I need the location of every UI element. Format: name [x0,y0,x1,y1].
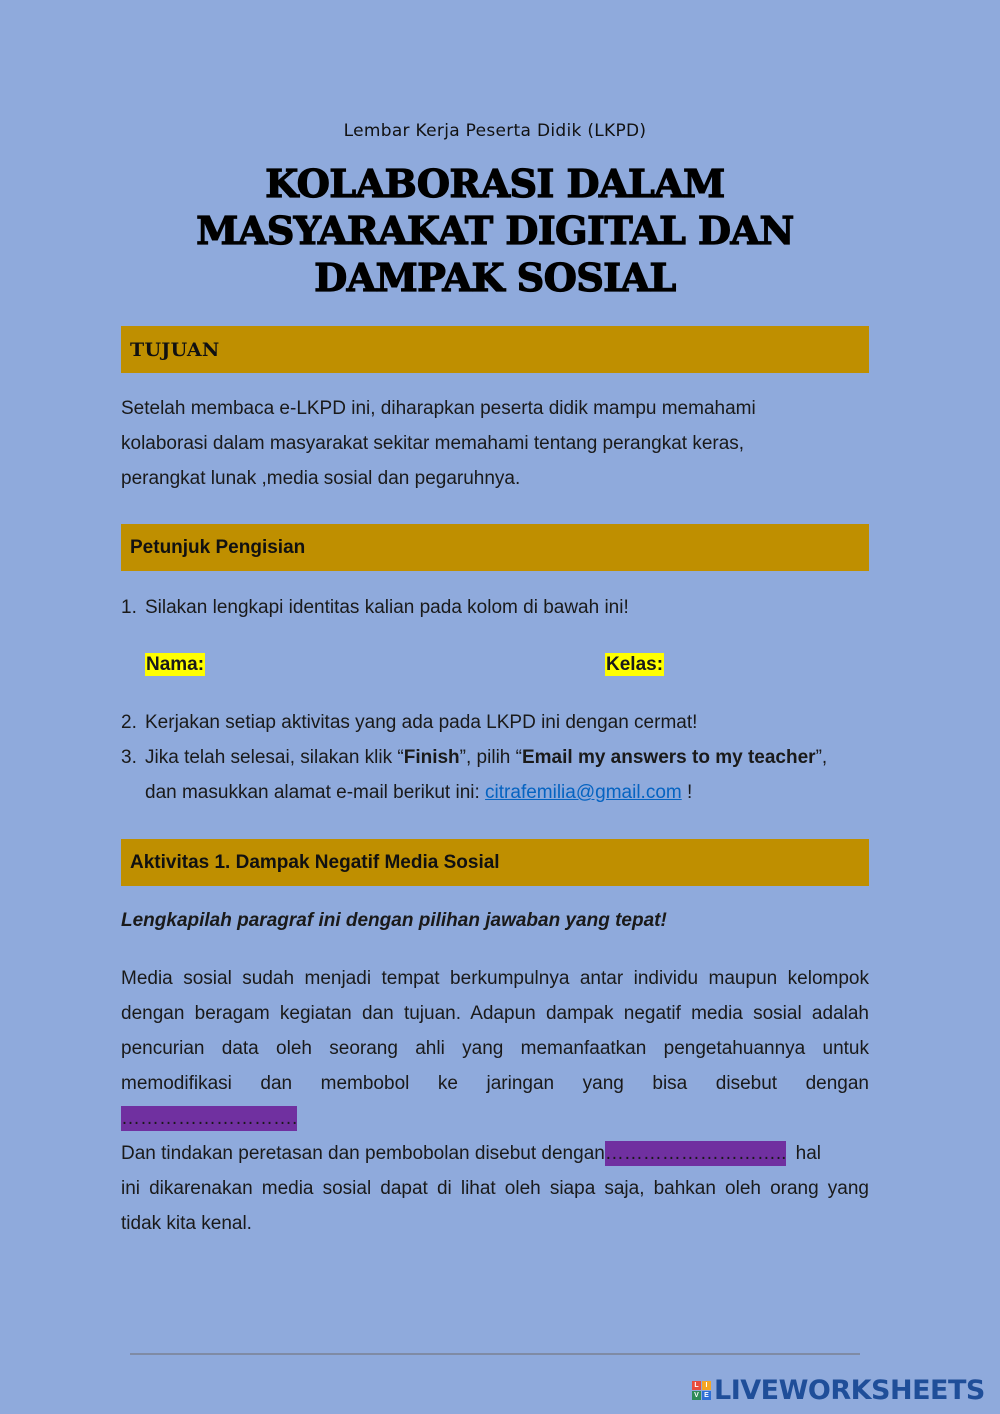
paragraph-line-2: dengan beragam kegiatan dan tujuan. Adapun dampak negatif media sosial adalah [121,1003,869,1024]
paragraph-line-1: Media sosial sudah menjadi tempat berkumpulnya antar individu maupun kelompok [121,968,869,989]
title-line-3: DAMPAK SOSIAL [314,255,676,300]
instruction-number: 1. [121,597,137,618]
liveworksheets-brand: LIVEWORKSHEETS [714,1374,985,1406]
tujuan-heading: TUJUAN [130,338,220,361]
logo-cell-i: I [702,1381,711,1390]
instruction-item-2 [121,705,881,740]
paragraph-line-blank [121,1101,869,1136]
document-title [120,160,870,301]
paragraph-text: Dan tindakan peretasan dan pembobolan disebut dengan [121,1143,605,1164]
instruction-text: dan masukkan alamat e-mail berikut ini: [145,782,486,803]
logo-cell-l: L [692,1381,701,1390]
paragraph-line-7: tidak kita kenal. [121,1213,252,1234]
footer-divider [130,1353,860,1355]
tujuan-line-2: kolaborasi dalam masyarakat sekitar memahami tentang perangkat keras, [121,433,745,454]
aktivitas1-heading-bar [121,839,869,886]
title-line-1: KOLABORASI DALAM [265,161,725,206]
instruction-text: Kerjakan setiap aktivitas yang ada pada LKPD ini dengan cermat! [145,712,698,733]
instruction-text: ”, [815,747,828,768]
instruction-item-3 [121,740,881,775]
nama-field[interactable] [145,647,205,682]
document-subtitle: Lembar Kerja Peserta Didik (LKPD) [343,121,647,141]
paragraph-line-3: pencurian data oleh seorang ahli yang memanfaatkan pengetahuannya untuk [121,1038,869,1059]
answer-blank-1[interactable]: ………………………. [121,1108,298,1129]
logo-cell-e: E [702,1391,711,1400]
nama-label: Nama: [146,654,205,675]
aktivitas1-paragraph [121,961,869,1241]
petunjuk-heading-bar [121,524,869,571]
instruction-item-1 [121,590,881,625]
paragraph-line-4: memodifikasi dan membobol ke jaringan yang bisa disebut dengan [121,1073,869,1094]
tujuan-heading-bar [121,326,869,373]
instruction-item-3-line-2 [145,775,692,810]
instruction-text: Silakan lengkapi identitas kalian pada kolom di bawah ini! [145,597,629,618]
kelas-label: Kelas: [606,654,664,675]
email-answers-label: Email my answers to my teacher [521,747,816,768]
instruction-number: 2. [121,712,137,733]
paragraph-text: hal [790,1143,822,1164]
instruction-text: Jika telah selesai, silakan klik “ [145,747,404,768]
paragraph-line-6: ini dikarenakan media sosial dapat di lihat oleh siapa saja, bahkan oleh orang yang [121,1178,869,1199]
liveworksheets-icon [692,1381,711,1400]
aktivitas1-heading: Aktivitas 1. Dampak Negatif Media Sosial [130,851,500,873]
finish-label: Finish [403,747,460,768]
teacher-email-link[interactable]: citrafemilia@gmail.com [485,782,682,803]
title-line-2: MASYARAKAT DIGITAL DAN [196,208,794,253]
instruction-number: 3. [121,747,137,768]
liveworksheets-logo [692,1374,985,1406]
instruction-text: ! [681,782,693,803]
petunjuk-heading: Petunjuk Pengisian [130,536,306,558]
instruction-text: ”, pilih “ [459,747,522,768]
tujuan-line-3: perangkat lunak ,media sosial dan pegaruhnya. [121,468,521,489]
aktivitas1-instruction: Lengkapilah paragraf ini dengan pilihan jawaban yang tepat! [121,910,667,931]
logo-cell-v: V [692,1391,701,1400]
paragraph-line-5 [121,1136,869,1171]
tujuan-line-1: Setelah membaca e-LKPD ini, diharapkan peserta didik mampu memahami [121,398,756,419]
kelas-field[interactable] [605,647,664,682]
answer-blank-2[interactable]: ……………………….. [604,1143,787,1164]
tujuan-paragraph [121,391,869,496]
